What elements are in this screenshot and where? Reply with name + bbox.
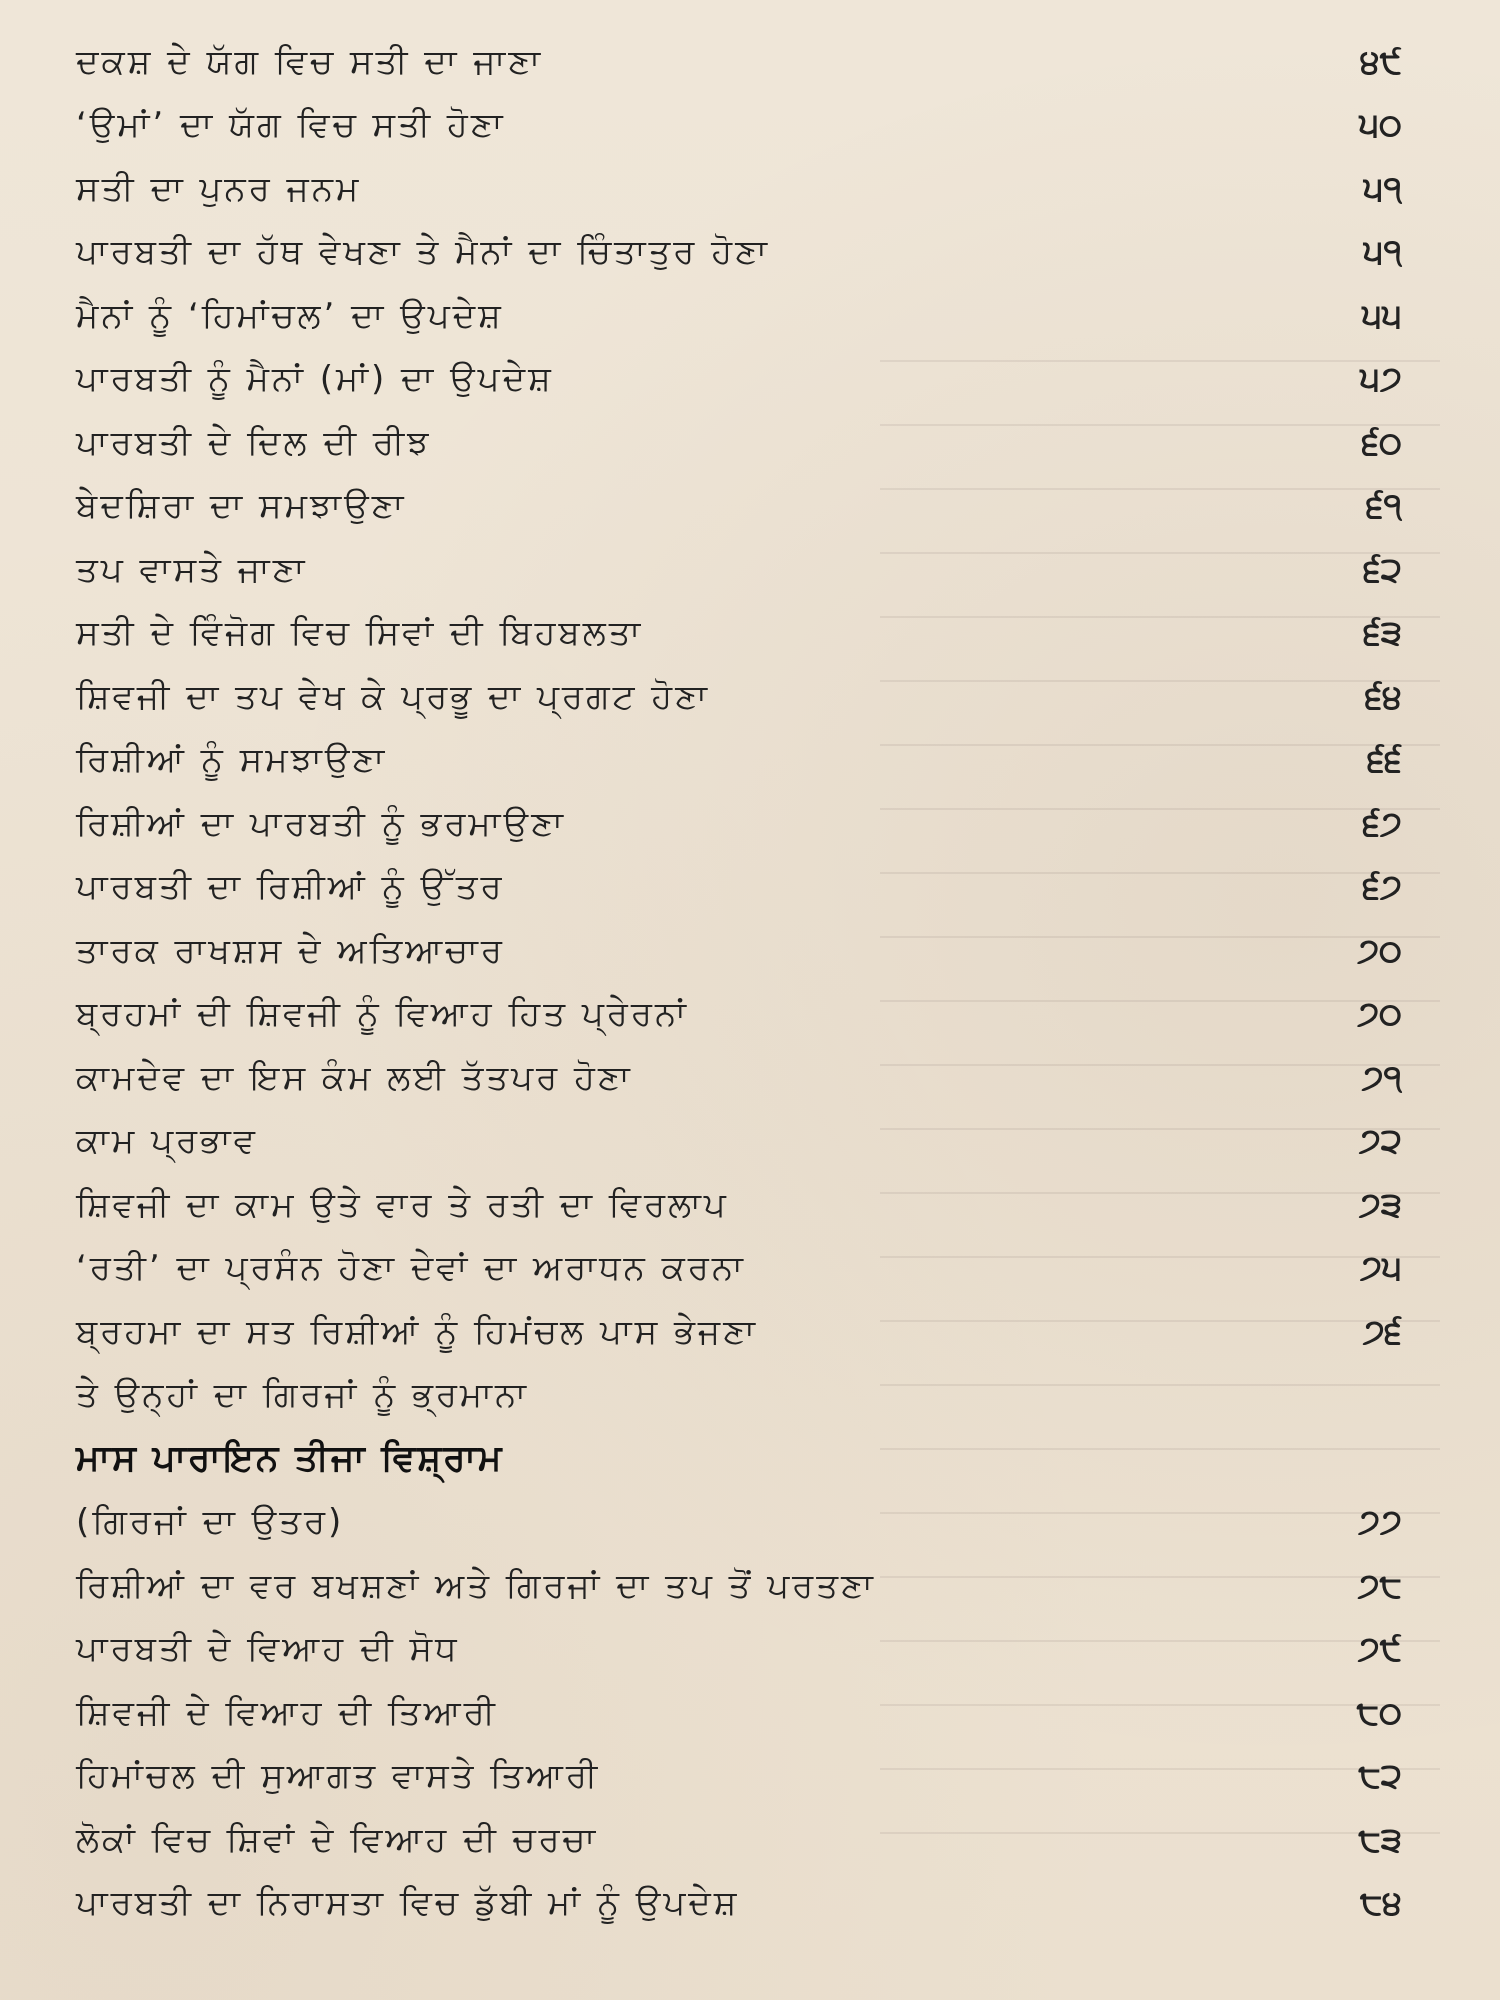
toc-entry-title: ਪਾਰਬਤੀ ਦਾ ਹੱਥ ਵੇਖਣਾ ਤੇ ਮੈਨਾਂ ਦਾ ਚਿੰਤਾਤੁਰ ਹੋਣਾ	[76, 232, 770, 273]
toc-entry	[76, 1300, 1416, 1364]
toc-entry	[76, 602, 1416, 666]
toc-entry	[76, 1808, 1416, 1872]
toc-entry-page-number: ੭੯	[1357, 1629, 1402, 1670]
toc-entry-page-number: ੭੬	[1362, 1311, 1402, 1352]
toc-entry-page-number: ੬੩	[1363, 613, 1402, 654]
toc-entry-title: ਮੈਨਾਂ ਨੂੰ ‘ਹਿਮਾਂਚਲ’ ਦਾ ਉਪਦੇਸ਼	[76, 295, 504, 336]
toc-entry-page-number: ੭੧	[1361, 1057, 1402, 1098]
table-of-contents	[76, 30, 1416, 1935]
toc-entry	[76, 1364, 1416, 1428]
toc-entry-page-number: ੬੧	[1366, 486, 1402, 527]
toc-entry-title: ਬ੍ਰਹਮਾ ਦਾ ਸਤ ਰਿਸ਼ੀਆਂ ਨੂੰ ਹਿਮਂਚਲ ਪਾਸ ਭੇਜਣਾ	[76, 1311, 758, 1352]
toc-entry-title: ਸ਼ਿਵਜੀ ਦਾ ਕਾਮ ਉਤੇ ਵਾਰ ਤੇ ਰਤੀ ਦਾ ਵਿਰਲਾਪ	[76, 1184, 729, 1225]
toc-entry-page-number: ੬੦	[1361, 422, 1402, 463]
section-heading: ਮਾਸ ਪਾਰਾਇਨ ਤੀਜਾ ਵਿਸ਼੍ਰਾਮ	[76, 1437, 504, 1479]
toc-entry-title: ਪਾਰਬਤੀ ਦੇ ਦਿਲ ਦੀ ਰੀਝ	[76, 422, 432, 463]
toc-entry-page-number: ੬੭	[1362, 867, 1402, 908]
toc-entry-title: ਰਿਸ਼ੀਆਂ ਨੂੰ ਸਮਝਾਉਣਾ	[76, 740, 388, 781]
toc-entry-title: ਹਿਮਾਂਚਲ ਦੀ ਸੁਆਗਤ ਵਾਸਤੇ ਤਿਆਰੀ	[76, 1756, 601, 1797]
toc-entry	[76, 284, 1416, 348]
toc-entry	[76, 30, 1416, 94]
toc-entry	[76, 856, 1416, 920]
toc-entry-page-number: ੫੭	[1360, 359, 1402, 400]
toc-entry	[76, 1427, 1416, 1491]
toc-entry-page-number: ੬੭	[1362, 803, 1402, 844]
toc-entry-page-number: ੭੦	[1357, 930, 1402, 971]
toc-entry	[76, 729, 1416, 793]
toc-entry	[76, 475, 1416, 539]
toc-entry-page-number: ੮੩	[1358, 1819, 1402, 1860]
toc-entry-page-number: ੭੩	[1358, 1184, 1402, 1225]
toc-entry	[76, 411, 1416, 475]
toc-entry-title: ਪਾਰਬਤੀ ਦਾ ਨਿਰਾਸਤਾ ਵਿਚ ਡੁੱਬੀ ਮਾਂ ਨੂੰ ਉਪਦੇਸ਼	[76, 1883, 740, 1924]
toc-entry-title: ਸ਼ਿਵਜੀ ਦਾ ਤਪ ਵੇਖ ਕੇ ਪ੍ਰਭੂ ਦਾ ਪ੍ਰਗਟ ਹੋਣਾ	[76, 676, 711, 717]
toc-entry-title: ਬੇਦਸ਼ਿਰਾ ਦਾ ਸਮਝਾਉਣਾ	[76, 486, 407, 527]
toc-entry	[76, 157, 1416, 221]
toc-entry-page-number: ੫੧	[1363, 168, 1402, 209]
toc-entry-page-number: ੬੪	[1365, 676, 1402, 717]
toc-entry-page-number: ੪੯	[1360, 41, 1402, 82]
toc-entry-page-number: ੭੭	[1358, 1502, 1402, 1543]
toc-entry-title: ਤੇ ਉਨ੍ਹਾਂ ਦਾ ਗਿਰਜਾਂ ਨੂੰ ਭ੍ਰਮਾਨਾ	[76, 1375, 529, 1416]
toc-entry-page-number: ੫੧	[1363, 232, 1402, 273]
toc-entry	[76, 919, 1416, 983]
toc-entry-title: ਪਾਰਬਤੀ ਦੇ ਵਿਆਹ ਦੀ ਸੋਧ	[76, 1629, 460, 1670]
toc-entry	[76, 348, 1416, 412]
toc-entry-page-number: ੫੦	[1359, 105, 1402, 146]
toc-entry-page-number: ੭੫	[1360, 1248, 1402, 1289]
toc-entry-title: ਦਕਸ਼ ਦੇ ਯੱਗ ਵਿਚ ਸਤੀ ਦਾ ਜਾਣਾ	[76, 41, 544, 82]
toc-entry	[76, 665, 1416, 729]
toc-entry-title: ਸ਼ਿਵਜੀ ਦੇ ਵਿਆਹ ਦੀ ਤਿਆਰੀ	[76, 1692, 498, 1733]
toc-entry-title: ਬ੍ਰਹਮਾਂ ਦੀ ਸ਼ਿਵਜੀ ਨੂੰ ਵਿਆਹ ਹਿਤ ਪ੍ਰੇਰਨਾਂ	[76, 994, 689, 1035]
toc-entry	[76, 1173, 1416, 1237]
toc-entry	[76, 1237, 1416, 1301]
toc-entry-title: ਸਤੀ ਦਾ ਪੁਨਰ ਜਨਮ	[76, 168, 362, 209]
toc-entry-title: ਰਿਸ਼ੀਆਂ ਦਾ ਪਾਰਬਤੀ ਨੂੰ ਭਰਮਾਉਣਾ	[76, 803, 566, 844]
toc-entry-title: ‘ਉਮਾਂ’ ਦਾ ਯੱਗ ਵਿਚ ਸਤੀ ਹੋਣਾ	[76, 105, 506, 146]
toc-entry	[76, 1554, 1416, 1618]
toc-entry-page-number: ੫੫	[1361, 295, 1402, 336]
toc-entry-title: ਕਾਮ ਪ੍ਰਭਾਵ	[76, 1121, 258, 1162]
toc-entry-title: ਤਾਰਕ ਰਾਖਸ਼ਸ ਦੇ ਅਤਿਆਚਾਰ	[76, 930, 505, 971]
toc-entry-page-number: ੭੨	[1358, 1121, 1402, 1162]
toc-entry	[76, 1110, 1416, 1174]
toc-entry	[76, 1681, 1416, 1745]
toc-entry	[76, 538, 1416, 602]
toc-entry-page-number: ੮੨	[1358, 1756, 1402, 1797]
toc-entry-title: ਸਤੀ ਦੇ ਵਿੰਜੋਗ ਵਿਚ ਸਿਵਾਂ ਦੀ ਬਿਹਬਲਤਾ	[76, 613, 644, 654]
toc-entry-title: ਪਾਰਬਤੀ ਦਾ ਰਿਸ਼ੀਆਂ ਨੂੰ ਉੱਤਰ	[76, 867, 505, 908]
toc-entry	[76, 983, 1416, 1047]
toc-entry-page-number: ੬੨	[1363, 549, 1402, 590]
toc-entry-page-number: ੮੪	[1359, 1883, 1402, 1924]
toc-entry-page-number: ੬੬	[1367, 740, 1402, 781]
toc-entry-title: ‘ਰਤੀ’ ਦਾ ਪ੍ਰਸੰਨ ਹੋਣਾ ਦੇਵਾਂ ਦਾ ਅਰਾਧਨ ਕਰਨਾ	[76, 1248, 746, 1289]
toc-entry	[76, 221, 1416, 285]
toc-entry	[76, 792, 1416, 856]
toc-entry-title: ਰਿਸ਼ੀਆਂ ਦਾ ਵਰ ਬਖਸ਼ਣਾਂ ਅਤੇ ਗਿਰਜਾਂ ਦਾ ਤਪ ਤੋਂ ਪਰਤਣਾ	[76, 1565, 876, 1606]
toc-entry	[76, 1618, 1416, 1682]
toc-entry	[76, 1872, 1416, 1936]
toc-entry	[76, 1745, 1416, 1809]
toc-entry-title: ਲੋਕਾਂ ਵਿਚ ਸ਼ਿਵਾਂ ਦੇ ਵਿਆਹ ਦੀ ਚਰਚਾ	[76, 1819, 599, 1860]
toc-entry-page-number: ੭੦	[1357, 994, 1402, 1035]
toc-entry-title: ਕਾਮਦੇਵ ਦਾ ਇਸ ਕੰਮ ਲਈ ਤੱਤਪਰ ਹੋਣਾ	[76, 1057, 633, 1098]
toc-entry-title: ਤਪ ਵਾਸਤੇ ਜਾਣਾ	[76, 549, 308, 590]
toc-entry	[76, 1491, 1416, 1555]
toc-entry	[76, 94, 1416, 158]
toc-entry-page-number: ੮੦	[1356, 1692, 1402, 1733]
toc-entry-page-number: ੭੮	[1357, 1565, 1402, 1606]
toc-entry	[76, 1046, 1416, 1110]
toc-entry-title: ਪਾਰਬਤੀ ਨੂੰ ਮੈਨਾਂ (ਮਾਂ) ਦਾ ਉਪਦੇਸ਼	[76, 359, 554, 400]
toc-entry-title: (ਗਿਰਜਾਂ ਦਾ ਉਤਰ)	[76, 1502, 345, 1543]
